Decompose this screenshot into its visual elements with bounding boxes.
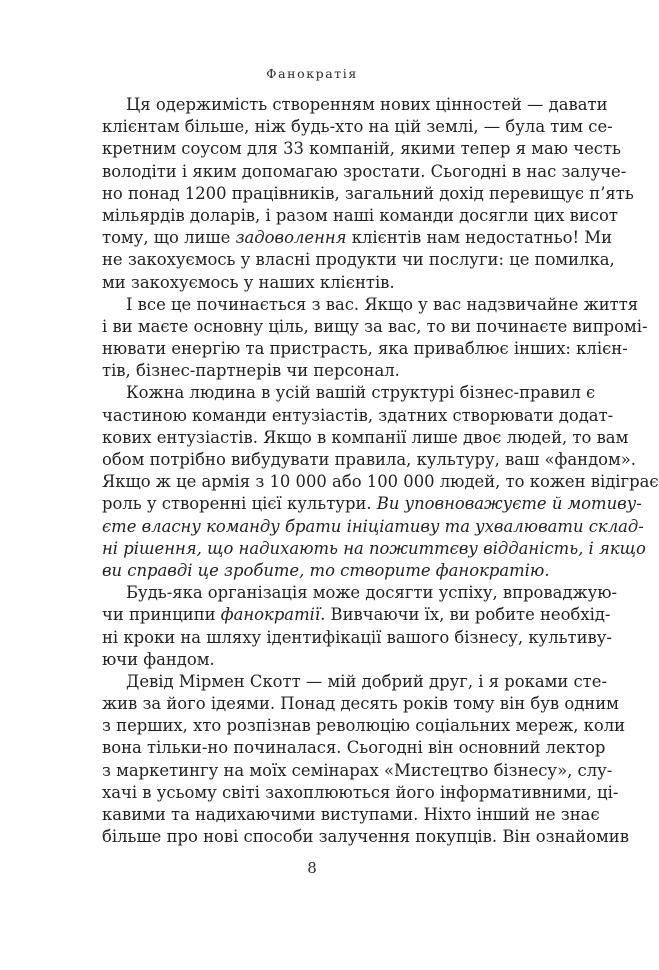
text-line: і ви маєте основну ціль, вищу за вас, то ви починаєте випромі- bbox=[102, 316, 648, 336]
text-line: ми закохуємось у наших клієнтів. bbox=[102, 272, 395, 292]
text-run: чи принципи bbox=[102, 605, 221, 625]
text-line bbox=[102, 227, 613, 249]
italic-text-run: Ви уповноважуєте й мотиву- bbox=[376, 494, 642, 514]
text-line: Девід Мірмен Скотт — мій добрий друг, і я роками сте- bbox=[126, 671, 607, 691]
text-line: більше про нові способи залучення покупців. Він ознайомив bbox=[102, 827, 629, 847]
text-line: з маркетингу на моїх семінарах «Мистецтво бізнесу», слу- bbox=[102, 760, 613, 780]
text-line: жив за його ідеями. Понад десять років тому він був одним bbox=[102, 694, 619, 714]
text-line: обом потрібно вибудувати правила, культуру, ваш «фандом». bbox=[102, 450, 637, 469]
text-run: . Вивчаючи їх, ви робите необхід- bbox=[320, 605, 611, 625]
text-line: но понад 1200 працівників, загальний дохід перевищує п’ять bbox=[102, 183, 634, 203]
italic-text-run: фанократії bbox=[220, 605, 321, 625]
text-line bbox=[102, 493, 642, 515]
text-run: клієнтів нам недостатньо! Ми bbox=[346, 228, 613, 248]
text-line: нювати енергію та пристрасть, яка приваблює інших: клієн- bbox=[102, 339, 628, 359]
text-line: володіти і яким допомагаю зростати. Сьогодні в нас залуче- bbox=[102, 161, 627, 181]
text-line: частиною команди ентузіастів, здатних створювати додат- bbox=[102, 405, 614, 425]
text-line: І все це починається з вас. Якщо у вас надзвичайне життя bbox=[126, 294, 639, 314]
text-line bbox=[102, 604, 611, 626]
italic-text-line: єте власну команду брати ініціативу та ухвалювати склад- bbox=[102, 516, 644, 536]
text-run: роль у створенні цієї культури. bbox=[102, 494, 377, 514]
italic-text-run: задоволення bbox=[235, 228, 347, 248]
text-line: Кожна людина в усій вашій структурі бізнес-правил є bbox=[126, 383, 596, 403]
text-line: Якщо ж це армія з 10 000 або 100 000 людей, то кожен відіграє bbox=[102, 472, 659, 492]
text-line: кових ентузіастів. Якщо в компанії лише двоє людей, то вам bbox=[102, 427, 629, 447]
text-line: вона тільки-но починалася. Сьогодні він основний лектор bbox=[102, 738, 606, 758]
italic-text-line: ні рішення, що надихають на пожиттєву відданість, і якщо bbox=[102, 538, 646, 558]
text-line: з перших, хто розпізнав революцію соціальних мереж, коли bbox=[102, 716, 626, 736]
body-text bbox=[102, 94, 659, 848]
text-line: Ця одержимість створенням нових цінностей — давати bbox=[126, 95, 608, 114]
text-line: клієнтам більше, ніж будь-хто на цій землі, — була тим се- bbox=[102, 117, 613, 137]
text-line: хачі в усьому світі захоплюються його інформативними, ці- bbox=[102, 782, 619, 802]
italic-text-line: ви справді це зробите, то створите фанократію. bbox=[102, 560, 550, 580]
page-number: 8 bbox=[307, 859, 317, 877]
running-head: Фанократія bbox=[266, 66, 358, 81]
text-line: ючи фандом. bbox=[102, 649, 215, 669]
text-line: кретним соусом для 33 компаній, якими тепер я маю честь bbox=[102, 139, 621, 159]
text-line: ні кроки на шляху ідентифікації вашого бізнесу, культиву- bbox=[102, 627, 612, 647]
text-line: Будь-яка організація може досягти успіху, впроваджую- bbox=[126, 583, 618, 603]
text-run: тому, що лише bbox=[102, 228, 236, 248]
text-line: кавими та надихаючими виступами. Ніхто інший не знає bbox=[102, 805, 600, 824]
text-line: тів, бізнес-партнерів чи персонал. bbox=[102, 361, 400, 381]
text-line: мільярдів доларів, і разом наші команди досягли цих висот bbox=[102, 205, 618, 225]
text-line: не закохуємось у власні продукти чи послуги: це помилка, bbox=[102, 250, 615, 270]
